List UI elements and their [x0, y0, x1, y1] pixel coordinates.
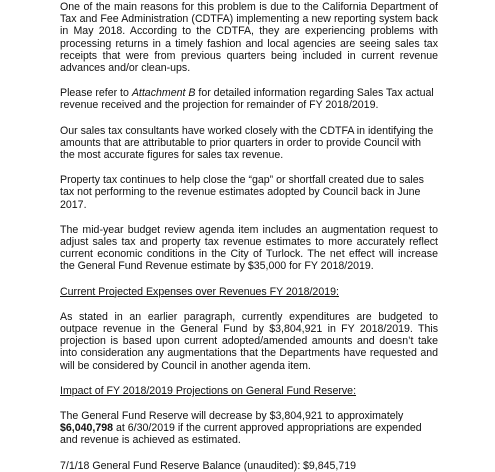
reserve-balance-label: 7/1/18 General Fund Reserve Balance (unaudited):	[60, 459, 301, 472]
attachment-b-reference: Attachment B	[131, 87, 196, 100]
reserve-balance-row	[60, 460, 438, 472]
reserve-balance-value: $9,845,719	[303, 459, 357, 472]
paragraph-reserve-decrease	[60, 410, 438, 447]
section-heading-projected-expenses: Current Projected Expenses over Revenues FY 2018/2019:	[60, 285, 339, 298]
paragraph-property-tax: Property tax continues to help close the “gap” or shortfall created due to sales tax not performing to the revenue estimates adopted by Council back in June 2017.	[60, 174, 424, 211]
text-prefix: The General Fund Reserve will decrease by $3,804,921 to approximately	[60, 410, 404, 423]
paragraph-expenditures-outpace: As stated in an earlier paragraph, currently expenditures are budgeted to outpace revenue in the General Fund by $3,804,921 in FY 2018/2019. This projection is based upon current adopted/amended amounts and doesn’t take into consideration any augmentations that the Departments have requested and will be considered by Council in another agenda item.	[60, 310, 438, 372]
paragraph-sales-tax-consultants: Our sales tax consultants have worked closely with the CDTFA in identifying the amounts that are attributable to prior quarters in order to provide Council with the most accurate figures for sales tax revenue.	[60, 124, 434, 162]
reserve-amount: $6,040,798	[60, 422, 114, 435]
paragraph-mid-year-review: The mid-year budget review agenda item includes an augmentation request to adjust sales tax and property tax revenue estimates to more accurately reflect current economic conditions in the City of Turlock. The net effect will increase the General Fund Revenue estimate by $35,000 for FY 2018/2019.	[60, 223, 438, 273]
text-suffix: for detailed information regarding Sales Tax actual revenue received and the projection for remainder of FY 2018/2019.	[60, 87, 434, 112]
document-body	[60, 1, 438, 472]
section-heading-reserve-impact: Impact of FY 2018/2019 Projections on General Fund Reserve:	[60, 384, 357, 397]
paragraph-cdtfa-problem: One of the main reasons for this problem is due to the California Department of Tax and Fee Administration (CDTFA) implementing a new reporting system back in May 2018. According to the CDTFA, they are experiencing problems with processing returns in a timely fashion and local agencies are seeing sales tax receipts that were from previous quarters being included in current revenue advances and/or clean-ups.	[60, 1, 438, 75]
text-prefix: Please refer to	[60, 87, 132, 100]
paragraph-attachment-reference	[60, 87, 438, 111]
text-suffix: at 6/30/2019 if the current approved appropriations are expended and revenue is achieved as estimated.	[60, 422, 422, 447]
